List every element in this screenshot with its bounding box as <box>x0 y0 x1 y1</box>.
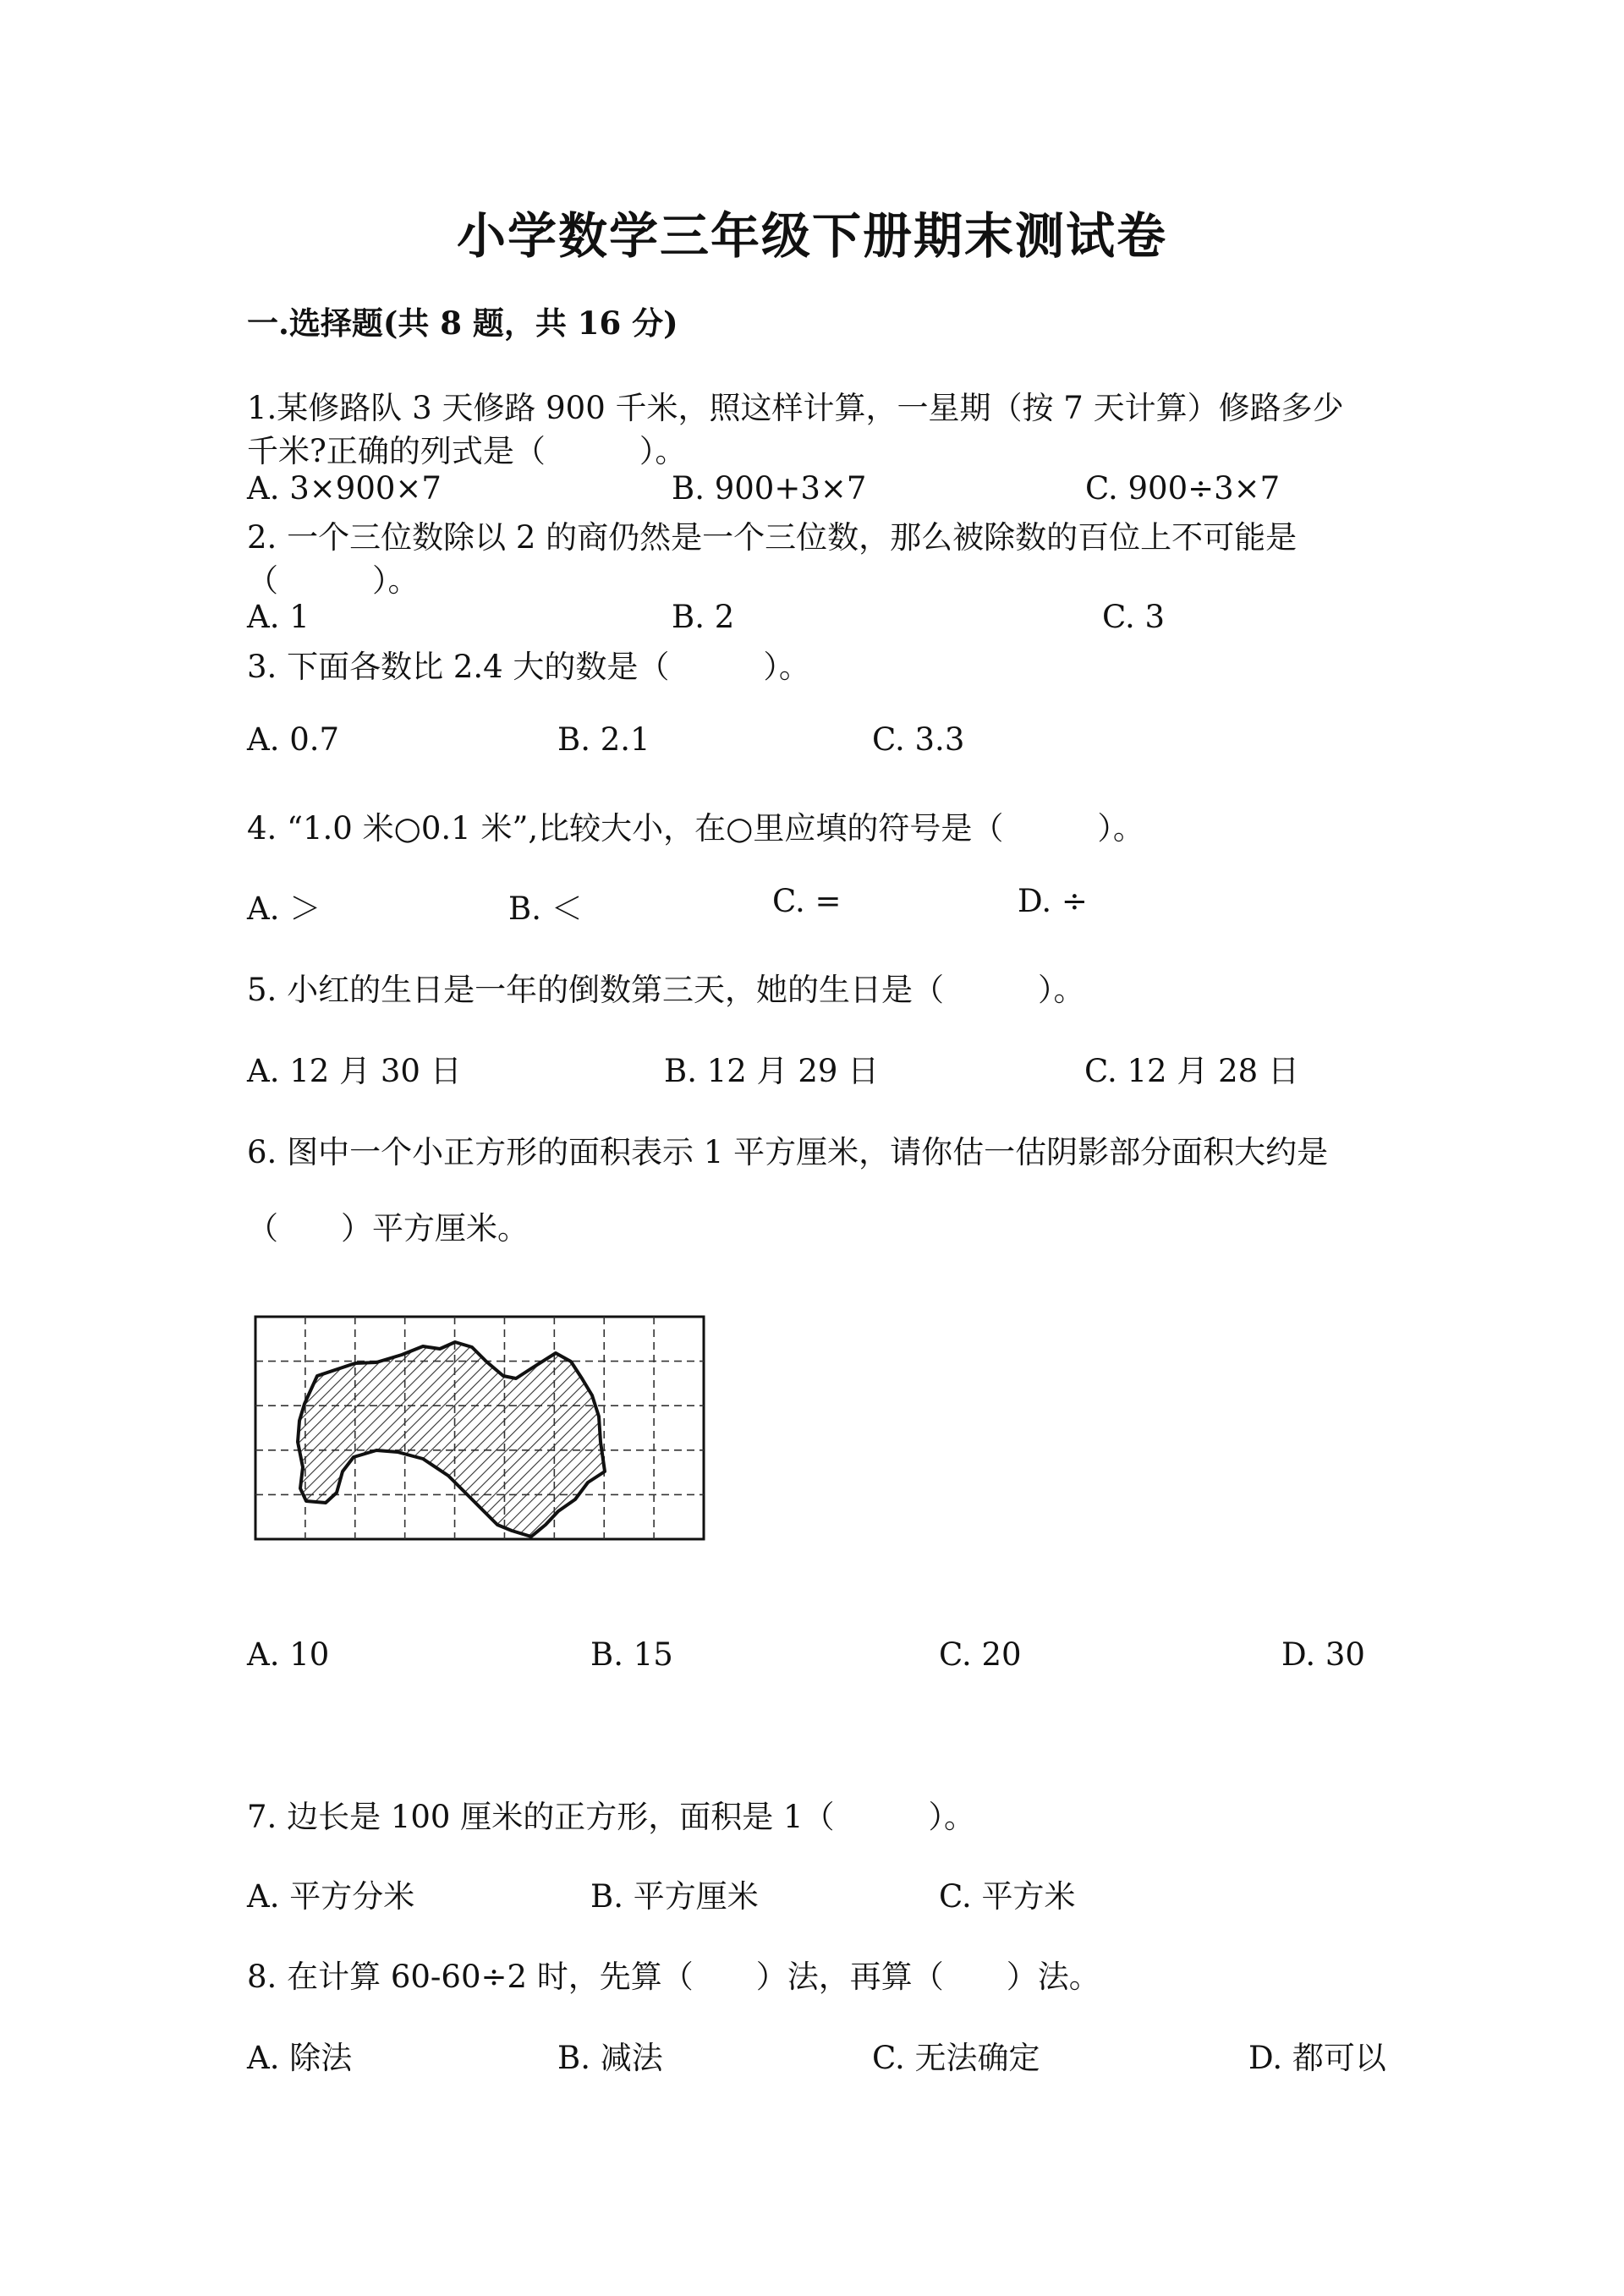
question-4-option-b: B. ＜ <box>508 890 583 927</box>
page-title: 小学数学三年级下册期末测试卷 <box>456 207 1167 265</box>
question-1-option-c: C. 900÷3×7 <box>1085 470 1281 507</box>
question-1-line-1: 1.某修路队 3 天修路 900 千米，照这样计算，一星期（按 7 天计算）修路多少 <box>247 390 1344 426</box>
question-8-option-d: D. 都可以 <box>1248 2040 1386 2076</box>
question-1-option-b: B. 900+3×7 <box>672 470 867 507</box>
question-4-option-a: A. ＞ <box>247 890 321 927</box>
question-8-line-1: 8. 在计算 60-60÷2 时，先算（ ）法，再算（ ）法。 <box>247 1959 1100 1995</box>
question-5-option-c: C. 12 月 28 日 <box>1084 1053 1299 1089</box>
question-8-option-c: C. 无法确定 <box>872 2040 1040 2076</box>
question-6-option-a: A. 10 <box>247 1636 330 1673</box>
question-1-line-2: 千米?正确的列式是（ ）。 <box>247 433 687 469</box>
question-6-option-b: B. 15 <box>590 1636 673 1673</box>
question-2-option-b: B. 2 <box>672 599 735 635</box>
question-7-option-c: C. 平方米 <box>939 1878 1076 1915</box>
question-7-option-b: B. 平方厘米 <box>590 1878 759 1915</box>
question-1-option-a: A. 3×900×7 <box>247 470 442 507</box>
question-4-option-d: D. ÷ <box>1018 883 1088 919</box>
question-7-option-a: A. 平方分米 <box>247 1878 415 1915</box>
question-2-line-1: 2. 一个三位数除以 2 的商仍然是一个三位数，那么被除数的百位上不可能是 <box>247 519 1298 556</box>
question-7-line-1: 7. 边长是 100 厘米的正方形，面积是 1（ ）。 <box>247 1799 976 1835</box>
question-6-option-c: C. 20 <box>939 1636 1022 1673</box>
question-6-line-2: （ ）平方厘米。 <box>247 1210 529 1247</box>
question-5-option-b: B. 12 月 29 日 <box>664 1053 880 1089</box>
question-3-option-a: A. 0.7 <box>247 721 340 758</box>
question-3-option-c: C. 3.3 <box>872 721 965 758</box>
question-8-option-a: A. 除法 <box>247 2040 353 2076</box>
question-6-line-1: 6. 图中一个小正方形的面积表示 1 平方厘米，请你估一估阴影部分面积大约是 <box>247 1134 1329 1170</box>
question-2-line-2: （ ）。 <box>247 562 420 599</box>
question-6-option-d: D. 30 <box>1281 1636 1365 1673</box>
section-heading: 一.选择题(共 8 题，共 16 分) <box>247 304 678 342</box>
question-5-line-1: 5. 小红的生日是一年的倒数第三天，她的生日是（ ）。 <box>247 972 1085 1008</box>
question-8-option-b: B. 减法 <box>557 2040 663 2076</box>
shaded-area-grid-figure <box>254 1315 710 1548</box>
question-4-line-1: 4. “1.0 米○0.1 米”,比较大小，在○里应填的符号是（ ）。 <box>247 810 1144 847</box>
question-3-line-1: 3. 下面各数比 2.4 大的数是（ ）。 <box>247 649 810 685</box>
question-2-option-a: A. 1 <box>247 599 310 635</box>
question-2-option-c: C. 3 <box>1102 599 1166 635</box>
question-3-option-b: B. 2.1 <box>557 721 650 758</box>
question-5-option-a: A. 12 月 30 日 <box>247 1053 462 1089</box>
question-4-option-c: C. = <box>772 883 842 919</box>
